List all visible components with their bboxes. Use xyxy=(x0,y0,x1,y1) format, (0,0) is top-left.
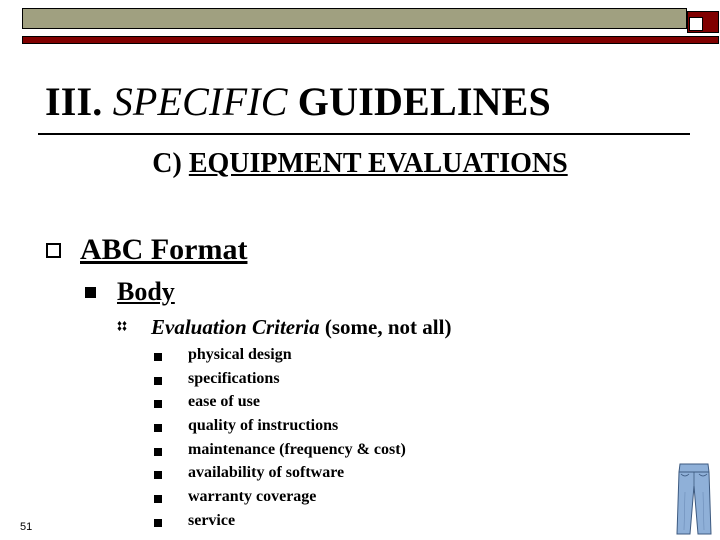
slide-title xyxy=(45,78,551,125)
criteria-text: warranty coverage xyxy=(188,488,317,506)
criteria-text: ease of use xyxy=(188,393,260,411)
decorative-header-bars xyxy=(22,8,687,34)
subtitle-underlined: EQUIPMENT EVALUATIONS xyxy=(188,148,568,179)
title-part-plain: III. xyxy=(45,79,113,124)
title-divider xyxy=(38,133,690,135)
maroon-bar xyxy=(22,36,719,44)
subtitle-prefix: C) xyxy=(152,148,189,179)
page-number: 51 xyxy=(20,521,33,533)
title-part-italic: SPECIFIC xyxy=(112,79,288,124)
criteria-text: specifications xyxy=(188,369,280,387)
criteria-text: maintenance (frequency & cost) xyxy=(188,440,406,458)
criteria-text: availability of software xyxy=(188,464,345,482)
level-3-italic: Evaluation Criteria xyxy=(151,315,320,339)
olive-bar xyxy=(22,8,687,29)
small-filled-square-icon xyxy=(154,471,162,479)
small-filled-square-icon xyxy=(154,495,162,503)
level-2-text: Body xyxy=(117,277,175,306)
jeans-icon xyxy=(676,462,712,536)
level-3-text xyxy=(151,315,451,340)
small-filled-square-icon xyxy=(154,448,162,456)
small-filled-square-icon xyxy=(154,377,162,385)
small-filled-square-icon xyxy=(154,519,162,527)
small-filled-square-icon xyxy=(154,353,162,361)
four-diamond-icon xyxy=(117,321,127,331)
small-filled-square-icon xyxy=(154,400,162,408)
criteria-text: quality of instructions xyxy=(188,417,339,435)
criteria-text: service xyxy=(188,511,236,529)
small-filled-square-icon xyxy=(154,424,162,432)
filled-square-icon xyxy=(85,287,96,298)
corner-square xyxy=(689,17,703,31)
criteria-text: physical design xyxy=(188,346,292,363)
title-part-rest: GUIDELINES xyxy=(287,79,552,124)
hollow-square-icon xyxy=(46,243,61,258)
slide-subtitle xyxy=(0,148,720,180)
level-3-rest: (some, not all) xyxy=(319,315,452,339)
level-1-text: ABC Format xyxy=(80,233,248,266)
